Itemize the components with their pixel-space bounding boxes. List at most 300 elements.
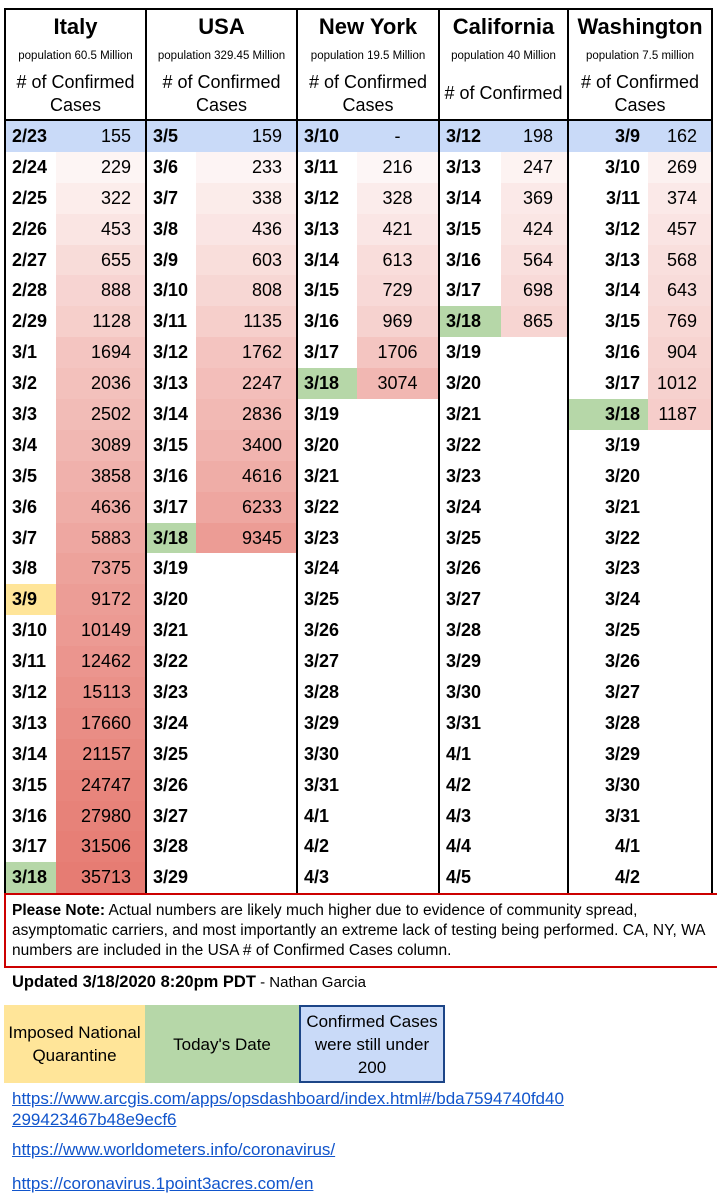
date-cell-usa: 3/17 [153,496,189,517]
cases-cell-italy: 27980 [56,801,146,832]
date-cell-usa: 3/21 [153,620,189,641]
date-cell-usa: 3/11 [153,311,188,332]
cases-cell-italy: 7375 [56,553,146,584]
cases-cell-new-york [357,399,439,430]
date-cell-california: 3/17 [446,280,482,301]
date-cell-italy: 3/6 [5,492,56,523]
cases-cell-italy: 1128 [56,306,146,337]
date-cell-usa: 3/24 [153,712,189,733]
date-cell-new-york: 3/14 [304,249,340,270]
cases-cell-italy: 12462 [56,646,146,677]
cases-cell-new-york [357,584,439,615]
cases-cell-italy: 3858 [56,461,146,492]
date-cell-new-york: 3/21 [304,465,340,486]
cases-cell-usa: 9345 [196,523,297,554]
cases-cell-new-york: 1706 [357,337,439,368]
date-cell-california: 4/5 [439,862,501,894]
date-cell-washington: 3/24 [604,589,641,610]
date-cell-california: 4/2 [446,774,472,795]
cases-cell-italy: 322 [56,183,146,214]
date-cell-new-york: 3/12 [304,187,340,208]
updated-line [12,973,366,992]
cases-cell-washington: 269 [648,152,712,183]
date-cell-washington: 3/25 [604,620,641,641]
cases-cell-usa [196,677,297,708]
date-cell-new-york: 3/24 [304,558,340,579]
date-cell-california: 3/13 [446,156,482,177]
date-cell-usa: 3/19 [153,558,189,579]
updated-timestamp: Updated 3/18/2020 8:20pm PDT [12,973,256,991]
date-cell-california: 3/18 [439,306,501,337]
date-cell-washington: 3/17 [604,373,641,394]
date-cell-california: 3/22 [446,434,482,455]
cases-cell-italy: 31506 [56,831,146,862]
region-name-italy: Italy [5,9,146,43]
date-cell-washington: 3/23 [604,558,641,579]
population-california: population 40 Million [439,43,568,68]
cases-cell-new-york [357,677,439,708]
cases-cell-washington [648,584,712,615]
cases-cell-italy: 9172 [56,584,146,615]
cases-cell-new-york: 613 [357,245,439,276]
cases-cell-washington [648,553,712,584]
date-cell-italy: 3/8 [5,553,56,584]
date-cell-new-york: 3/18 [297,368,357,399]
table-row [5,214,712,245]
date-cell-new-york: 3/16 [304,311,340,332]
cases-cell-california: 564 [501,245,568,276]
cases-cell-washington: 568 [648,245,712,276]
date-cell-italy: 3/2 [5,368,56,399]
table-row [5,492,712,523]
date-cell-italy: 3/18 [5,862,56,894]
table-row [5,831,712,862]
date-cell-usa: 3/23 [153,681,189,702]
population-new-york: population 19.5 Million [297,43,439,68]
legend-today: Today's Date [145,1005,299,1083]
date-cell-italy: 2/27 [5,245,56,276]
date-cell-new-york: 3/15 [304,280,340,301]
cases-cell-washington [648,770,712,801]
cases-cell-washington [648,492,712,523]
region-name-new-york: New York [297,9,439,43]
cases-cell-usa: 4616 [196,461,297,492]
cases-cell-california: 424 [501,214,568,245]
cases-cell-california [501,770,568,801]
cases-cell-washington: 1012 [648,368,712,399]
column-header-california: # of Confirmed [439,68,568,120]
cases-cell-washington [648,801,712,832]
cases-cell-washington: 457 [648,214,712,245]
column-header-row [5,68,712,120]
cases-cell-california [501,523,568,554]
table-row [5,553,712,584]
population-italy: population 60.5 Million [5,43,146,68]
date-cell-italy: 3/10 [5,615,56,646]
cases-cell-italy: 5883 [56,523,146,554]
date-cell-usa: 3/13 [153,373,189,394]
cases-cell-usa: 436 [196,214,297,245]
date-cell-washington: 3/29 [604,743,641,764]
cases-cell-california [501,337,568,368]
cases-cell-usa [196,770,297,801]
table-row [5,615,712,646]
legend-quarantine: Imposed National Quarantine [4,1005,145,1083]
date-cell-california: 3/20 [446,373,482,394]
cases-cell-new-york [357,615,439,646]
cases-cell-italy: 888 [56,275,146,306]
cases-cell-italy: 229 [56,152,146,183]
table-row [5,584,712,615]
date-cell-italy: 3/3 [5,399,56,430]
date-cell-new-york: 3/30 [304,743,340,764]
region-header-row [5,9,712,43]
date-cell-california: 3/21 [446,403,482,424]
table-row [5,677,712,708]
date-cell-italy: 2/24 [5,152,56,183]
note-label: Please Note: [12,902,106,919]
table-row [5,646,712,677]
cases-cell-usa: 159 [196,120,297,152]
cases-cell-california [501,492,568,523]
date-cell-california: 3/27 [446,589,482,610]
date-cell-usa: 3/15 [153,434,189,455]
date-cell-italy: 2/25 [5,183,56,214]
date-cell-italy: 2/26 [5,214,56,245]
cases-cell-new-york [357,801,439,832]
population-row [5,43,712,68]
date-cell-italy: 3/17 [5,831,56,862]
table-row [5,801,712,832]
date-cell-italy: 3/11 [5,646,56,677]
date-cell-new-york: 3/26 [304,620,340,641]
cases-cell-new-york [357,523,439,554]
cases-cell-italy: 655 [56,245,146,276]
cases-cell-california: 369 [501,183,568,214]
date-cell-usa: 3/27 [153,805,189,826]
cases-cell-california [501,584,568,615]
cases-cell-washington [648,430,712,461]
cases-cell-california [501,553,568,584]
date-cell-new-york: 4/2 [304,836,330,857]
table-row [5,523,712,554]
cases-cell-new-york [357,492,439,523]
column-header-new-york: # of Confirmed Cases [297,68,439,120]
cases-cell-usa [196,739,297,770]
date-cell-usa: 3/28 [153,836,189,857]
date-cell-usa: 3/5 [146,120,196,152]
date-cell-new-york: 3/25 [304,589,340,610]
color-legend [4,1005,445,1083]
date-cell-california: 3/30 [446,681,482,702]
cases-cell-italy: 4636 [56,492,146,523]
cases-cell-washington [648,708,712,739]
date-cell-new-york: 3/22 [304,496,340,517]
date-cell-italy: 3/12 [5,677,56,708]
date-cell-new-york: 3/11 [304,156,339,177]
cases-cell-california [501,461,568,492]
date-cell-washington: 3/16 [604,342,641,363]
date-cell-washington: 3/19 [604,434,641,455]
date-cell-washington: 3/11 [605,187,641,208]
date-cell-usa: 3/26 [153,774,189,795]
date-cell-new-york: 3/17 [304,342,340,363]
date-cell-usa: 3/6 [153,156,179,177]
date-cell-new-york: 3/20 [304,434,340,455]
date-cell-new-york: 3/27 [304,651,340,672]
cases-cell-italy: 453 [56,214,146,245]
link-1point3acres[interactable]: https://coronavirus.1point3acres.com/en [12,1174,314,1193]
table-row [5,245,712,276]
date-cell-usa: 3/9 [153,249,179,270]
cases-cell-california [501,708,568,739]
date-cell-washington: 3/15 [604,311,641,332]
cases-cell-washington [648,523,712,554]
population-washington: population 7.5 million [568,43,712,68]
date-cell-california: 4/4 [446,836,472,857]
table-row [5,306,712,337]
cases-cell-washington: 769 [648,306,712,337]
cases-cell-california: 198 [501,120,568,152]
cases-cell-usa [196,801,297,832]
date-cell-new-york: 3/31 [304,774,340,795]
date-cell-washington: 3/20 [604,465,641,486]
cases-cell-italy: 2036 [56,368,146,399]
cases-cell-new-york [357,553,439,584]
table-row [5,183,712,214]
date-cell-usa: 3/14 [153,403,189,424]
cases-cell-usa: 6233 [196,492,297,523]
cases-cell-california [501,368,568,399]
cases-cell-usa: 233 [196,152,297,183]
date-cell-california: 3/23 [446,465,482,486]
cases-cell-usa [196,708,297,739]
cases-cell-california: 247 [501,152,568,183]
cases-cell-italy: 155 [56,120,146,152]
cases-cell-italy: 24747 [56,770,146,801]
date-cell-california: 3/15 [446,218,482,239]
date-cell-new-york: 3/10 [297,120,357,152]
table-row [5,399,712,430]
cases-cell-new-york [357,739,439,770]
cases-cell-italy: 3089 [56,430,146,461]
column-header-italy: # of Confirmed Cases [5,68,146,120]
author-name: - Nathan Garcia [255,974,366,991]
note-text: Actual numbers are likely much higher due to evidence of community spread, asymptomatic carriers, and most importantly an extreme lack of testing being performed. CA, NY, WA numbers are included in the USA # of Confirmed Cases column. [12,902,705,959]
cases-cell-italy: 2502 [56,399,146,430]
date-cell-usa: 3/29 [146,862,196,894]
cases-cell-usa: 338 [196,183,297,214]
cases-cell-usa: 3400 [196,430,297,461]
cases-cell-new-york [357,646,439,677]
cases-cell-usa [196,646,297,677]
cases-cell-new-york [357,770,439,801]
cases-cell-usa: 1135 [196,306,297,337]
date-cell-washington: 3/27 [604,681,641,702]
cases-cell-usa [196,615,297,646]
cases-cell-washington [648,646,712,677]
date-cell-italy: 3/9 [5,584,56,615]
cases-cell-washington: 162 [648,120,712,152]
cases-cell-washington: 1187 [648,399,712,430]
date-cell-california: 3/28 [446,620,482,641]
cases-cell-california [501,677,568,708]
cases-cell-usa [196,862,297,894]
date-cell-usa: 3/16 [153,465,189,486]
cases-cell-washington: 643 [648,275,712,306]
date-cell-usa: 3/8 [153,218,179,239]
date-cell-new-york: 3/19 [304,403,340,424]
cases-cell-california [501,831,568,862]
date-cell-italy: 3/16 [5,801,56,832]
source-links [12,1088,572,1194]
cases-cell-new-york: - [357,120,439,152]
cases-cell-washington [648,615,712,646]
date-cell-washington: 3/30 [604,774,641,795]
date-cell-italy: 2/28 [5,275,56,306]
cases-cell-new-york: 328 [357,183,439,214]
table-row [5,275,712,306]
column-header-washington: # of Confirmed Cases [568,68,712,120]
cases-cell-california [501,739,568,770]
cases-cell-italy: 1694 [56,337,146,368]
cases-cell-california [501,430,568,461]
cases-cell-california [501,801,568,832]
table-row [5,862,712,894]
date-cell-washington: 4/2 [568,862,648,894]
cases-cell-washington: 374 [648,183,712,214]
date-cell-washington: 3/12 [604,218,641,239]
date-cell-usa: 3/18 [146,523,196,554]
cases-cell-new-york [357,831,439,862]
cases-cell-usa [196,831,297,862]
date-cell-washington: 3/13 [604,249,641,270]
cases-cell-usa [196,553,297,584]
cases-cell-california [501,399,568,430]
date-cell-new-york: 4/3 [297,862,357,894]
please-note-box [4,893,717,968]
date-cell-washington: 4/1 [615,836,641,857]
region-name-california: California [439,9,568,43]
date-cell-california: 3/25 [446,527,482,548]
table-row [5,708,712,739]
cases-cell-usa [196,584,297,615]
date-cell-california: 4/3 [446,805,472,826]
cases-cell-washington [648,461,712,492]
link-arcgis-dashboard[interactable]: https://www.arcgis.com/apps/opsdashboard/index.html#/bda7594740fd40299423467b48e9ecf6 [12,1089,564,1129]
table-row [5,152,712,183]
table-row [5,461,712,492]
cases-cell-italy: 17660 [56,708,146,739]
date-cell-washington: 3/28 [604,712,641,733]
table-row [5,337,712,368]
date-cell-italy: 2/29 [5,306,56,337]
date-cell-california: 3/26 [446,558,482,579]
date-cell-italy: 3/15 [5,770,56,801]
cases-cell-usa: 1762 [196,337,297,368]
cases-cell-italy: 10149 [56,615,146,646]
cases-cell-new-york [357,708,439,739]
date-cell-washington: 3/22 [604,527,641,548]
date-cell-usa: 3/22 [153,651,189,672]
date-cell-new-york: 3/28 [304,681,340,702]
cases-cell-new-york: 3074 [357,368,439,399]
cases-cell-california: 698 [501,275,568,306]
link-worldometers[interactable]: https://www.worldometers.info/coronavirus/ [12,1140,336,1159]
date-cell-california: 3/31 [446,712,482,733]
confirmed-cases-table [4,8,713,895]
date-cell-california: 3/24 [446,496,482,517]
cases-cell-usa: 2247 [196,368,297,399]
date-cell-california: 3/12 [439,120,501,152]
cases-cell-washington [648,831,712,862]
cases-cell-california [501,615,568,646]
date-cell-italy: 3/4 [5,430,56,461]
table-row [5,120,712,152]
date-cell-washington: 3/18 [568,399,648,430]
date-cell-italy: 2/23 [5,120,56,152]
date-cell-usa: 3/10 [153,280,189,301]
date-cell-washington: 3/10 [604,156,641,177]
date-cell-california: 3/16 [446,249,482,270]
cases-cell-usa: 808 [196,275,297,306]
date-cell-washington: 3/14 [604,280,641,301]
cases-cell-new-york [357,430,439,461]
cases-cell-italy: 15113 [56,677,146,708]
date-cell-italy: 3/5 [5,461,56,492]
cases-cell-usa: 2836 [196,399,297,430]
cases-cell-new-york [357,461,439,492]
date-cell-california: 3/14 [446,187,482,208]
date-cell-usa: 3/7 [153,187,179,208]
cases-cell-california: 865 [501,306,568,337]
column-header-usa: # of Confirmed Cases [146,68,297,120]
cases-cell-italy: 35713 [56,862,146,894]
date-cell-california: 3/29 [446,651,482,672]
date-cell-italy: 3/1 [5,337,56,368]
date-cell-usa: 3/25 [153,743,189,764]
table-row [5,368,712,399]
cases-cell-new-york: 969 [357,306,439,337]
cases-cell-new-york: 216 [357,152,439,183]
date-cell-usa: 3/20 [153,589,189,610]
cases-table-container [4,8,711,895]
cases-cell-usa: 603 [196,245,297,276]
cases-cell-washington [648,739,712,770]
table-row [5,770,712,801]
cases-cell-new-york: 421 [357,214,439,245]
date-cell-italy: 3/14 [5,739,56,770]
cases-cell-washington [648,862,712,894]
date-cell-california: 3/19 [446,342,482,363]
cases-cell-washington: 904 [648,337,712,368]
table-row [5,430,712,461]
date-cell-washington: 3/31 [604,805,641,826]
table-row [5,739,712,770]
cases-cell-new-york: 729 [357,275,439,306]
date-cell-new-york: 4/1 [304,805,330,826]
date-cell-usa: 3/12 [153,342,189,363]
date-cell-california: 4/1 [446,743,472,764]
date-cell-washington: 3/21 [604,496,641,517]
legend-under-200: Confirmed Cases were still under 200 [299,1005,445,1083]
cases-cell-california [501,646,568,677]
region-name-usa: USA [146,9,297,43]
date-cell-new-york: 3/29 [304,712,340,733]
date-cell-washington: 3/9 [568,120,648,152]
cases-cell-new-york [357,862,439,894]
date-cell-washington: 3/26 [604,651,641,672]
